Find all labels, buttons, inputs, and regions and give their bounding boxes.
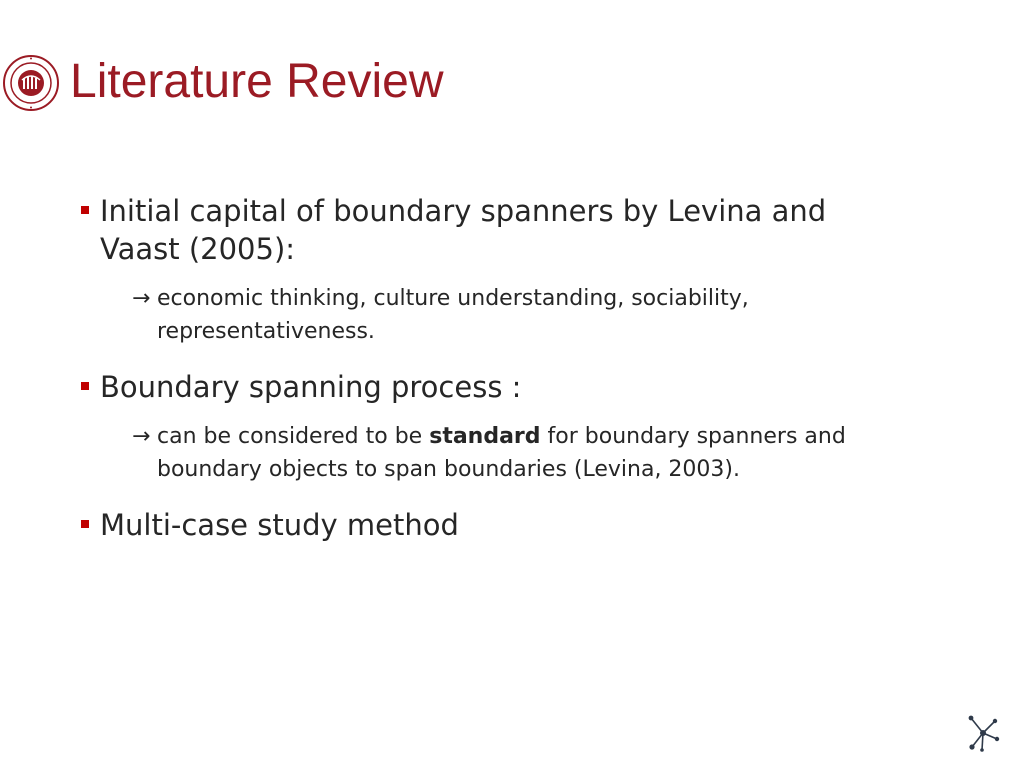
bullet-text: Boundary spanning process : (100, 370, 522, 404)
network-nodes-icon (966, 714, 1000, 752)
bullet-list (78, 192, 908, 544)
square-bullet-icon (81, 382, 89, 390)
university-seal-icon (2, 54, 60, 112)
sub-point (132, 282, 908, 348)
right-arrow-icon: → (132, 286, 151, 311)
square-bullet-icon (81, 520, 89, 528)
sub-point (132, 420, 908, 486)
square-bullet-icon (81, 206, 89, 214)
bullet-item (78, 192, 908, 268)
sub-point-text-before: can be considered to be (157, 424, 430, 449)
bullet-item (78, 368, 908, 406)
right-arrow-icon: → (132, 424, 151, 449)
bullet-text: Initial capital of boundary spanners by Levina and Vaast (2005): (100, 194, 827, 266)
sub-point-text: economic thinking, culture understanding, sociability, representativeness. (157, 286, 749, 344)
bullet-item (78, 506, 908, 544)
sub-point-text-after: for boundary spanners and boundary objects to span boundaries (Levina, 2003). (157, 424, 846, 482)
sub-point-emphasis: standard (429, 424, 541, 449)
slide-title: Literature Review (70, 55, 444, 108)
bullet-text: Multi-case study method (100, 508, 459, 542)
